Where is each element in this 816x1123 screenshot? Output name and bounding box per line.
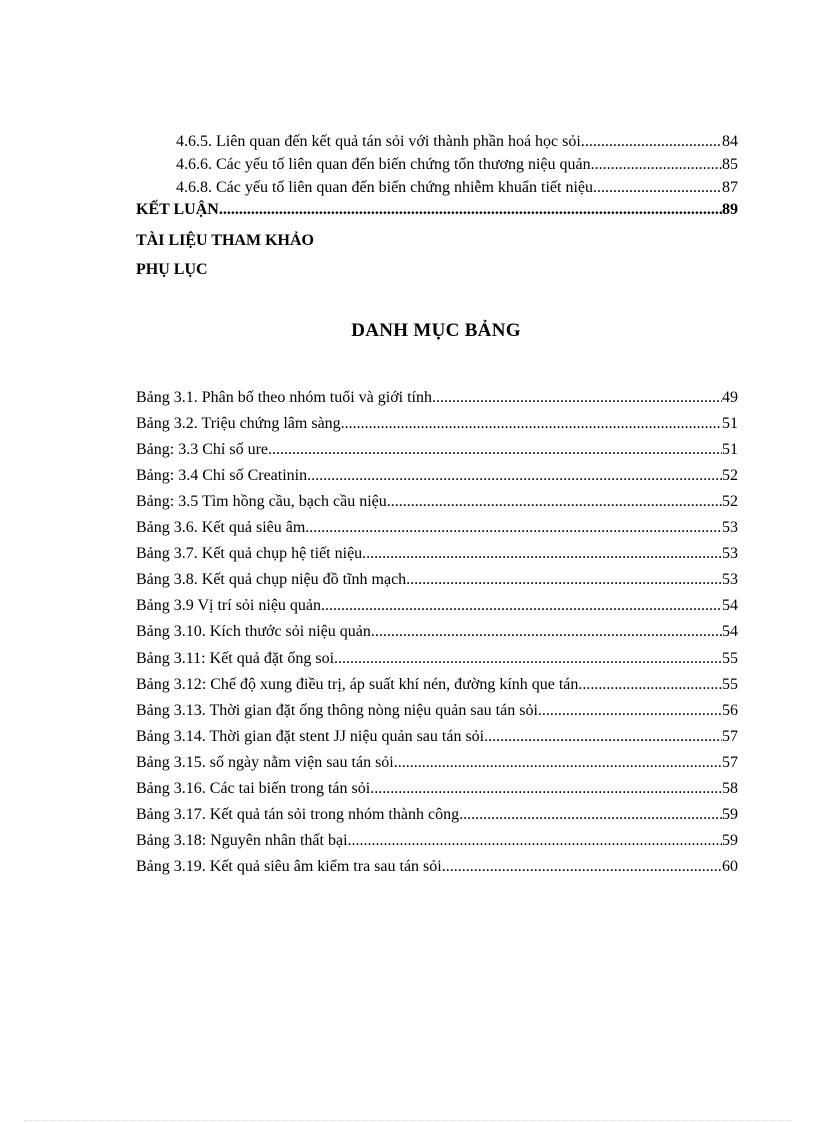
leader-dots — [442, 858, 722, 876]
table-entry-label: Bảng 3.12: Chế độ xung điều trị, áp suất khí nén, đường kính que tán — [136, 676, 579, 693]
leader-dots — [362, 545, 722, 563]
table-entry-label: Bảng 3.7. Kết quả chụp hệ tiết niệu — [136, 545, 363, 562]
toc-entry-conclusion[interactable] — [136, 201, 738, 219]
leader-dots — [307, 467, 722, 485]
leader-dots — [348, 832, 722, 850]
toc-entry-page: 87 — [722, 179, 738, 196]
leader-dots — [321, 597, 722, 615]
table-entry-label: Bảng 3.6. Kết quả siêu âm — [136, 519, 306, 536]
table-entry-label: Bảng 3.9 Vị trí sỏi niệu quản — [136, 597, 322, 614]
toc-entry-appendix[interactable]: PHỤ LỤC — [136, 261, 208, 278]
table-entry-page: 49 — [722, 389, 738, 406]
table-entry-label: Bảng: 3.3 Chỉ số ure — [136, 441, 268, 458]
table-entry-label: Bảng 3.1. Phân bố theo nhóm tuổi và giới tính — [136, 389, 432, 406]
leader-dots — [391, 493, 722, 511]
table-list-entry[interactable] — [136, 467, 738, 485]
toc-entry-label: KẾT LUẬN — [136, 201, 219, 218]
table-list-entry[interactable] — [136, 702, 738, 720]
table-entry-page: 52 — [722, 467, 738, 484]
leader-dots — [484, 728, 722, 746]
leader-dots — [581, 133, 722, 151]
leader-dots — [432, 389, 722, 407]
leader-dots — [394, 754, 722, 772]
table-entry-page: 55 — [722, 650, 738, 667]
table-entry-label: Bảng 3.2. Triệu chứng lâm sàng — [136, 415, 341, 432]
table-entry-page: 55 — [722, 676, 738, 693]
table-entry-page: 56 — [722, 702, 738, 719]
toc-entry[interactable] — [176, 156, 738, 174]
toc-entry-references[interactable]: TÀI LIỆU THAM KHẢO — [136, 232, 314, 249]
table-entry-page: 53 — [722, 519, 738, 536]
toc-entry-page: 85 — [722, 156, 738, 173]
table-entry-page: 52 — [722, 493, 738, 510]
table-list-entry[interactable] — [136, 493, 738, 511]
table-entry-page: 51 — [722, 415, 738, 432]
leader-dots — [597, 179, 722, 197]
table-entry-label: Bảng 3.13. Thời gian đặt ống thông nòng niệu quản sau tán sỏi — [136, 702, 538, 719]
table-list-entry[interactable] — [136, 728, 738, 746]
table-entry-page: 57 — [722, 728, 738, 745]
table-entry-page: 54 — [722, 623, 738, 640]
table-list-entry[interactable] — [136, 650, 738, 668]
leader-dots — [459, 806, 722, 824]
table-entry-page: 58 — [722, 780, 738, 797]
toc-entry[interactable] — [176, 133, 738, 151]
leader-dots — [370, 780, 722, 798]
table-entry-label: Bảng 3.19. Kết quả siêu âm kiểm tra sau tán sỏi — [136, 858, 442, 875]
table-list-entry[interactable] — [136, 545, 738, 563]
footer-rule — [24, 1120, 792, 1121]
leader-dots — [268, 441, 722, 459]
table-entry-page: 54 — [722, 597, 738, 614]
leader-dots — [341, 415, 722, 433]
leader-dots — [406, 571, 722, 589]
table-entry-label: Bảng 3.11: Kết quả đặt ống soi — [136, 650, 335, 667]
table-entry-label: Bảng 3.15. số ngày nằm viện sau tán sỏi — [136, 754, 394, 771]
toc-entry-label: 4.6.6. Các yếu tố liên quan đến biến chứng tổn thương niệu quản. — [176, 156, 595, 173]
table-list-entry[interactable] — [136, 571, 738, 589]
table-entry-label: Bảng 3.17. Kết quả tán sỏi trong nhóm thành công — [136, 806, 460, 823]
table-list-entry[interactable] — [136, 519, 738, 537]
table-list-entry[interactable] — [136, 623, 738, 641]
table-entry-label: Bảng 3.18: Nguyên nhân thất bại — [136, 832, 348, 849]
table-entry-page: 60 — [722, 858, 738, 875]
table-entry-page: 59 — [722, 806, 738, 823]
table-entry-label: Bảng 3.16. Các tai biến trong tán sỏi — [136, 780, 371, 797]
leader-dots — [371, 623, 722, 641]
table-entry-label: Bảng: 3.5 Tìm hồng cầu, bạch cầu niệu. — [136, 493, 391, 510]
table-list-entry[interactable] — [136, 676, 738, 694]
table-list-entry[interactable] — [136, 806, 738, 824]
toc-entry-label: 4.6.8. Các yếu tố liên quan đến biến chứng nhiễm khuẩn tiết niệu. — [176, 179, 598, 196]
list-of-tables-heading: DANH MỤC BẢNG — [351, 320, 521, 341]
leader-dots — [595, 156, 722, 174]
table-entry-page: 57 — [722, 754, 738, 771]
leader-dots — [578, 676, 722, 694]
table-list-entry[interactable] — [136, 441, 738, 459]
leader-dots — [334, 650, 722, 668]
leader-dots — [219, 201, 722, 219]
table-entry-label: Bảng 3.8. Kết quả chụp niệu đồ tĩnh mạch — [136, 571, 407, 588]
table-list-entry[interactable] — [136, 780, 738, 798]
toc-entry-page: 89 — [722, 201, 738, 218]
toc-entry-page: 84 — [722, 133, 738, 150]
table-list-entry[interactable] — [136, 832, 738, 850]
leader-dots — [305, 519, 722, 537]
table-list-entry[interactable] — [136, 597, 738, 615]
table-entry-label: Bảng: 3.4 Chỉ số Creatinin — [136, 467, 308, 484]
table-entry-page: 53 — [722, 545, 738, 562]
leader-dots — [538, 702, 722, 720]
toc-entry-label: 4.6.5. Liên quan đến kết quả tán sỏi với thành phần hoá học sỏi — [176, 133, 581, 150]
table-list-entry[interactable] — [136, 858, 738, 876]
table-list-entry[interactable] — [136, 754, 738, 772]
table-entry-page: 59 — [722, 832, 738, 849]
toc-entry[interactable] — [176, 179, 738, 197]
table-entry-page: 51 — [722, 441, 738, 458]
table-entry-label: Bảng 3.10. Kích thước sỏi niệu quản — [136, 623, 371, 640]
table-entry-label: Bảng 3.14. Thời gian đặt stent JJ niệu quản sau tán sỏi — [136, 728, 485, 745]
table-list-entry[interactable] — [136, 415, 738, 433]
table-entry-page: 53 — [722, 571, 738, 588]
table-list-entry[interactable] — [136, 389, 738, 407]
